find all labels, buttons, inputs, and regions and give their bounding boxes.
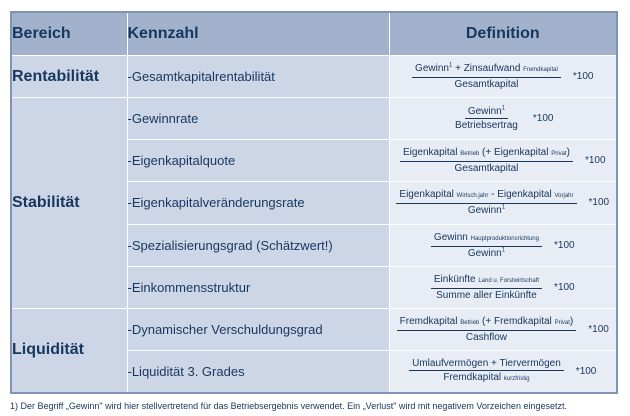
- kennzahl-cell: -Einkommensstruktur: [127, 266, 389, 308]
- formula-factor: *100: [588, 197, 610, 209]
- footnote-marker: 1: [501, 247, 506, 254]
- definition-cell: [389, 56, 617, 98]
- fraction: [431, 274, 542, 301]
- formula-subscript: Hauptproduktionsrichtung: [470, 235, 539, 242]
- formula-subscript: Privat: [551, 151, 567, 158]
- table-row: [11, 98, 617, 140]
- footnote-marker: 1: [448, 62, 453, 69]
- formula-term: (+ Fremdkapital: [479, 315, 555, 327]
- fraction: [412, 63, 561, 90]
- fraction: [397, 316, 577, 343]
- definition-cell: [389, 140, 617, 182]
- kennzahl-cell: -Eigenkapitalquote: [127, 140, 389, 182]
- formula: [390, 358, 617, 385]
- definition-cell: [389, 182, 617, 224]
- area-stabilitaet: Stabilität: [11, 98, 127, 309]
- header-kennzahl: Kennzahl: [127, 12, 389, 56]
- formula: [390, 189, 617, 216]
- formula-term: ): [569, 315, 574, 327]
- kennzahl-cell: -Liquidität 3. Grades: [127, 350, 389, 393]
- kennzahl-cell: -Dynamischer Verschuldungsgrad: [127, 308, 389, 350]
- formula-factor: *100: [554, 239, 575, 251]
- formula-term: Einkünfte: [433, 273, 479, 285]
- formula-numerator: [409, 358, 564, 371]
- header-bereich: Bereich: [11, 12, 127, 56]
- formula: [390, 232, 617, 259]
- formula-denominator: [433, 289, 540, 301]
- formula-term: Gewinn: [467, 247, 502, 259]
- fraction: [409, 358, 564, 385]
- formula-numerator: [397, 316, 577, 331]
- formula-term: Gewinn: [467, 106, 502, 118]
- footnote-marker: 1: [501, 105, 506, 112]
- formula-denominator: [463, 331, 510, 343]
- formula-term: Gewinn: [467, 205, 502, 217]
- formula-numerator: [465, 106, 508, 119]
- formula-term: Umlaufvermögen + Tiervermögen: [412, 357, 561, 369]
- fraction: [396, 189, 576, 216]
- formula-term: Fremdkapital: [443, 371, 504, 383]
- formula-denominator: [440, 371, 532, 385]
- formula-numerator: [431, 274, 542, 289]
- area-rentabilitaet: Rentabilität: [11, 56, 127, 98]
- formula: [390, 316, 617, 343]
- footnote-marker: 1: [501, 205, 506, 212]
- formula-term: Summe aller Einkünfte: [436, 289, 537, 301]
- formula-subscript: Wirtsch.jahr: [456, 193, 489, 200]
- definition-cell: [389, 224, 617, 266]
- formula-term: Eigenkapital: [402, 147, 461, 159]
- fraction: [431, 232, 542, 259]
- formula-term: Cashflow: [465, 331, 508, 343]
- formula-subscript: Fremdkapital: [523, 67, 558, 74]
- definition-cell: [389, 308, 617, 350]
- table-row: [11, 56, 617, 98]
- header-row: [11, 12, 617, 56]
- formula-denominator: [452, 119, 521, 131]
- formula: [390, 274, 617, 301]
- formula-factor: *100: [584, 155, 606, 167]
- formula-subscript: Privat: [554, 319, 570, 326]
- formula-numerator: [400, 147, 573, 162]
- formula: [390, 147, 617, 174]
- formula-term: Gewinn: [415, 63, 449, 75]
- formula: [390, 106, 617, 131]
- header-definition: Definition: [389, 12, 617, 56]
- formula-factor: *100: [575, 365, 597, 377]
- formula-factor: *100: [532, 113, 554, 125]
- formula-term: Fremdkapital: [399, 315, 461, 327]
- definition-cell: [389, 266, 617, 308]
- formula-factor: *100: [588, 323, 609, 335]
- formula-term: Gewinn: [433, 231, 471, 243]
- formula-term: Gesamtkapital: [454, 163, 519, 175]
- definition-cell: [389, 350, 617, 393]
- fraction: [400, 147, 573, 174]
- formula-term: - Eigenkapital: [488, 189, 555, 201]
- formula-denominator: [465, 247, 508, 259]
- formula-numerator: [412, 63, 561, 78]
- definition-cell: [389, 98, 617, 140]
- kennzahlen-table: [10, 11, 618, 394]
- formula-factor: *100: [572, 71, 594, 83]
- kennzahl-cell: -Spezialisierungsgrad (Schätzwert!): [127, 224, 389, 266]
- formula-denominator: [465, 204, 508, 216]
- formula-factor: *100: [554, 281, 575, 293]
- formula-subscript: kurzfristig: [503, 375, 530, 382]
- kennzahl-cell: -Gewinnrate: [127, 98, 389, 140]
- formula-term: Eigenkapital: [399, 189, 457, 201]
- formula-term: Betriebsertrag: [455, 120, 518, 132]
- formula-subscript: Vorjahr: [554, 193, 574, 200]
- formula-term: Gesamtkapital: [454, 79, 519, 91]
- table-row: [11, 308, 617, 350]
- formula-term: + Zinsaufwand: [452, 63, 524, 75]
- formula-numerator: [431, 232, 542, 247]
- formula-subscript: Betrieb: [460, 319, 480, 326]
- kennzahl-cell: -Gesamtkapitalrentabilität: [127, 56, 389, 98]
- formula-term: (+ Eigenkapital: [479, 147, 552, 159]
- formula-subscript: Betrieb: [460, 151, 480, 158]
- formula-numerator: [396, 189, 576, 204]
- formula-term: ): [566, 147, 570, 159]
- formula-denominator: [451, 162, 521, 174]
- formula-denominator: [451, 78, 521, 90]
- formula: [390, 63, 617, 90]
- footnote: 1) Der Begriff „Gewinn" wird hier stellvertretend für das Betriebsergebnis verwendet. Ein „Verlust" wird mit negativem Vorzeichen eingesetzt.: [10, 401, 567, 411]
- area-liquiditaet: Liquidität: [11, 308, 127, 393]
- formula-subscript: Land u. Forstwirtschaft: [478, 277, 540, 284]
- fraction: [452, 106, 521, 131]
- kennzahl-cell: -Eigenkapitalveränderungsrate: [127, 182, 389, 224]
